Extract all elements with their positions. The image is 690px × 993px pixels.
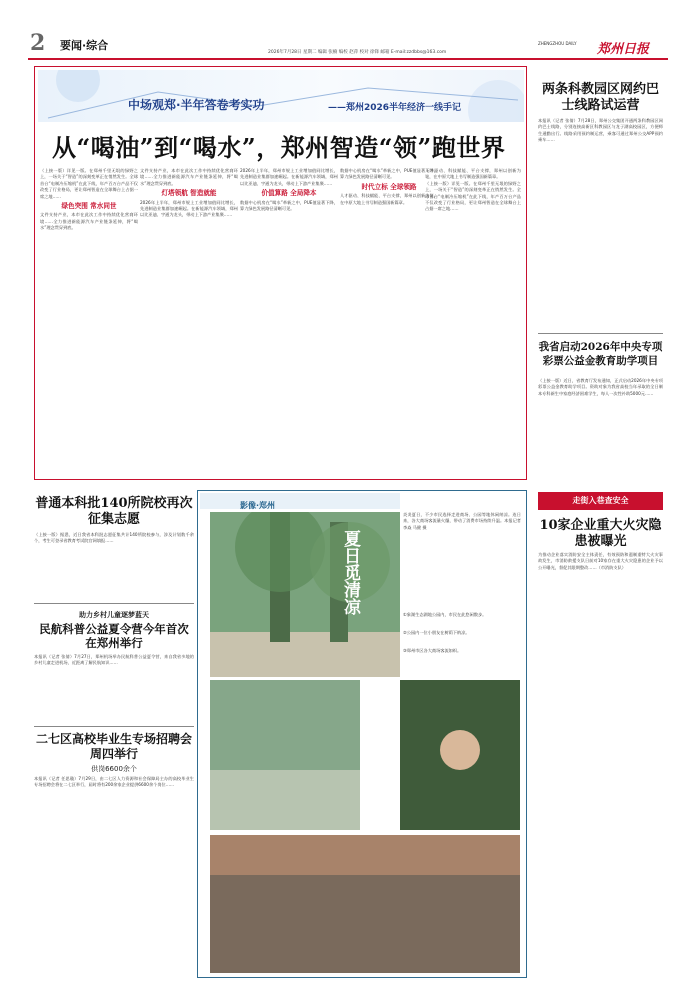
lead-text-4b: 人才驱动、科技赋能、平台支撑，郑州以创新为笔，在中原大地上书写制造强国新篇章。	[340, 193, 438, 205]
admission-body: （上接一版）据悉，近日我省本科批志愿征集共计140所院校参与，涉及计划数千余个，考生可登录省教育考试院官网填报……	[34, 532, 194, 544]
mall-photo	[210, 835, 520, 973]
banner-series: ——郑州2026半年经济一线手记	[328, 103, 462, 113]
jobs-body: 本报讯（记者 任思璇）7月29日，由二七区人力资源和社会保障局主办的高校毕业生专场招聘会将在二七区举行，届时将有200余家企业提供6600余个岗位……	[34, 776, 194, 788]
aid-headline: 我省启动2026年中央专项彩票公益金教育助学项目	[538, 341, 663, 367]
lead-headline: 从“喝油”到“喝水”，郑州智造“领”跑世界	[52, 133, 506, 162]
header-rule	[28, 58, 668, 60]
lake-photo	[210, 680, 360, 830]
lead-text-2: 文件支持产业，本市在此次工作中持续优化营商环境……全力推进新能源汽车产业链条延伸，将“喝水”理念贯穿到底。	[140, 168, 238, 186]
safety-band: 走街入巷查安全	[538, 492, 663, 510]
divider	[538, 333, 663, 334]
feature-vertical-title: 夏日觅清凉	[340, 530, 360, 615]
safety-body: 为推动企业落实消防安全主体责任，有效预防和遏制重特大火灾事故发生，市消防救援支队日前对10家存在重大火灾隐患的企业予以公开曝光，督促其限期整改……（市消防支队）	[538, 552, 663, 570]
lead-subhead-3: 价值算路 全局降本	[261, 189, 317, 198]
feature-item-1: ①象湖生态湖地公园内，市民在此悠闲散步。	[403, 612, 487, 617]
lead-subhead-2: 灯塔领航 智造就能	[161, 189, 217, 198]
lead-column-1	[40, 168, 138, 473]
child-photo	[400, 680, 520, 830]
lead-column-4	[340, 168, 438, 473]
feature-caption: 炎炎夏日，不少市民选择走进商场、公园等地休闲纳凉。连日来，各大商场客流量火爆，带动了消费市场持续升温。本报记者 李焱 马健 摄	[403, 512, 521, 530]
lead-text-2b: 2026年上半年，郑州市规上工业增加值同比增长，先进制造业集群加速崛起。在新能源汽车领域，郑州以比亚迪、宇通为龙头，带动上下游产业集聚……	[140, 199, 238, 218]
feature-label-bar	[200, 493, 400, 509]
dateline: 2026年7月28日 星期二 编辑 张楠 编校 赵萍 校对 徐锋 邮箱 E-mail:zzdbbs@163.com	[268, 50, 447, 55]
lead-column-3	[240, 168, 338, 473]
lead-text-1b: 文件支持产业，本市在此次工作中持续优化营商环境……全力推进新能源汽车产业链条延伸，将“喝水”理念贯穿到底。	[40, 212, 138, 231]
lead-text-3b: 数据中心机房在“喝水”革新之中，PUE值显著下降，算力绿色发展路径清晰可见。	[240, 199, 338, 212]
feature-item-3: ③郑州市区各大商场客流如织。	[403, 648, 462, 653]
series-banner	[38, 70, 524, 122]
admission-headline: 普通本科批140所院校再次征集志愿	[35, 496, 193, 527]
divider	[34, 603, 194, 604]
charity-body: 本报讯（记者 张倩）7月27日，郑州机场举办民航科普公益夏令营，来自我省多地的乡村儿童走进机场，近距离了解民航知识……	[34, 654, 194, 666]
section-name: 要闻·综合	[60, 39, 109, 52]
bus-article-body: 本报讯（记者 张倩）7月28日，郑州公交集团开通两条科教园区网约巴士线路，分别连接高新区科教园区与龙子湖高校园区，方便师生通勤出行。线路采用预约制运营，乘客可通过郑州公交APP预约乘车……	[538, 118, 663, 143]
safety-headline: 10家企业重大火灾隐患被曝光	[539, 518, 662, 549]
lead-subhead-1: 绿色突围 常水同世	[61, 202, 117, 211]
feature-item-2: ②公园内一位小朋友在树荫下纳凉。	[403, 630, 470, 635]
charity-kicker: 助力乡村儿童逐梦蓝天	[79, 611, 149, 619]
park-photo	[210, 512, 400, 677]
jobs-subhead: 供岗6600余个	[91, 765, 137, 773]
banner-kicker: 中场观郑·半年答卷考实功	[128, 98, 265, 112]
feature-label: 影像·郑州	[240, 501, 276, 510]
lead-text-4: 数据中心机房在“喝水”革新之中，PUE值显著下降，算力绿色发展路径清晰可见。	[340, 168, 438, 180]
lead-text-1: （上接一版）详见一版。在郑州千里无垠的绿野之上，一场关于“智造”的深刻变革正在悄然发生。全球首台“电制冷压缩机”在此下线，年产百万台产品不仅改变了行业格局，更让郑州智造在全球舞台上占据一席之地……	[40, 168, 138, 199]
aid-article-body: （上接一版）近日，省教育厅发布通知，正式启动2026年中央专项彩票公益金教育助学项目。资助对象为我省高校当年录取的全日制本专科新生中家庭经济困难学生，每人一次性补助5000元……	[538, 378, 663, 396]
lead-column-5	[425, 168, 521, 473]
charity-headline: 民航科普公益夏令营今年首次在郑州举行	[39, 622, 189, 650]
lead-text-3: 2026年上半年，郑州市规上工业增加值同比增长，先进制造业集群加速崛起。在新能源汽车领域，郑州以比亚迪、宇通为龙头，带动上下游产业集聚……	[240, 168, 338, 186]
lead-text-5: 人才驱动、科技赋能、平台支撑，郑州以创新为笔，在中原大地上书写制造强国新篇章。	[425, 168, 521, 180]
bus-headline: 两条科教园区网约巴士线路试运营	[541, 82, 659, 113]
divider	[34, 726, 194, 727]
jobs-headline: 二七区高校毕业生专场招聘会周四举行	[35, 732, 192, 761]
paper-logo: 郑州日报	[597, 42, 650, 57]
page-number: 2	[30, 30, 46, 56]
paper-name-en: ZHENGZHOU DAILY	[538, 41, 577, 46]
lead-subhead-4: 时代立标 全球领路	[361, 182, 417, 191]
lead-text-5b: （上接一版）详见一版。在郑州千里无垠的绿野之上，一场关于“智造”的深刻变革正在悄然发生。全球首台“电制冷压缩机”在此下线，年产百万台产品不仅改变了行业格局，更让郑州智造在全球舞台上占据一席之地……	[425, 180, 521, 212]
banner-decoration	[38, 70, 524, 122]
lead-column-2	[140, 168, 238, 473]
